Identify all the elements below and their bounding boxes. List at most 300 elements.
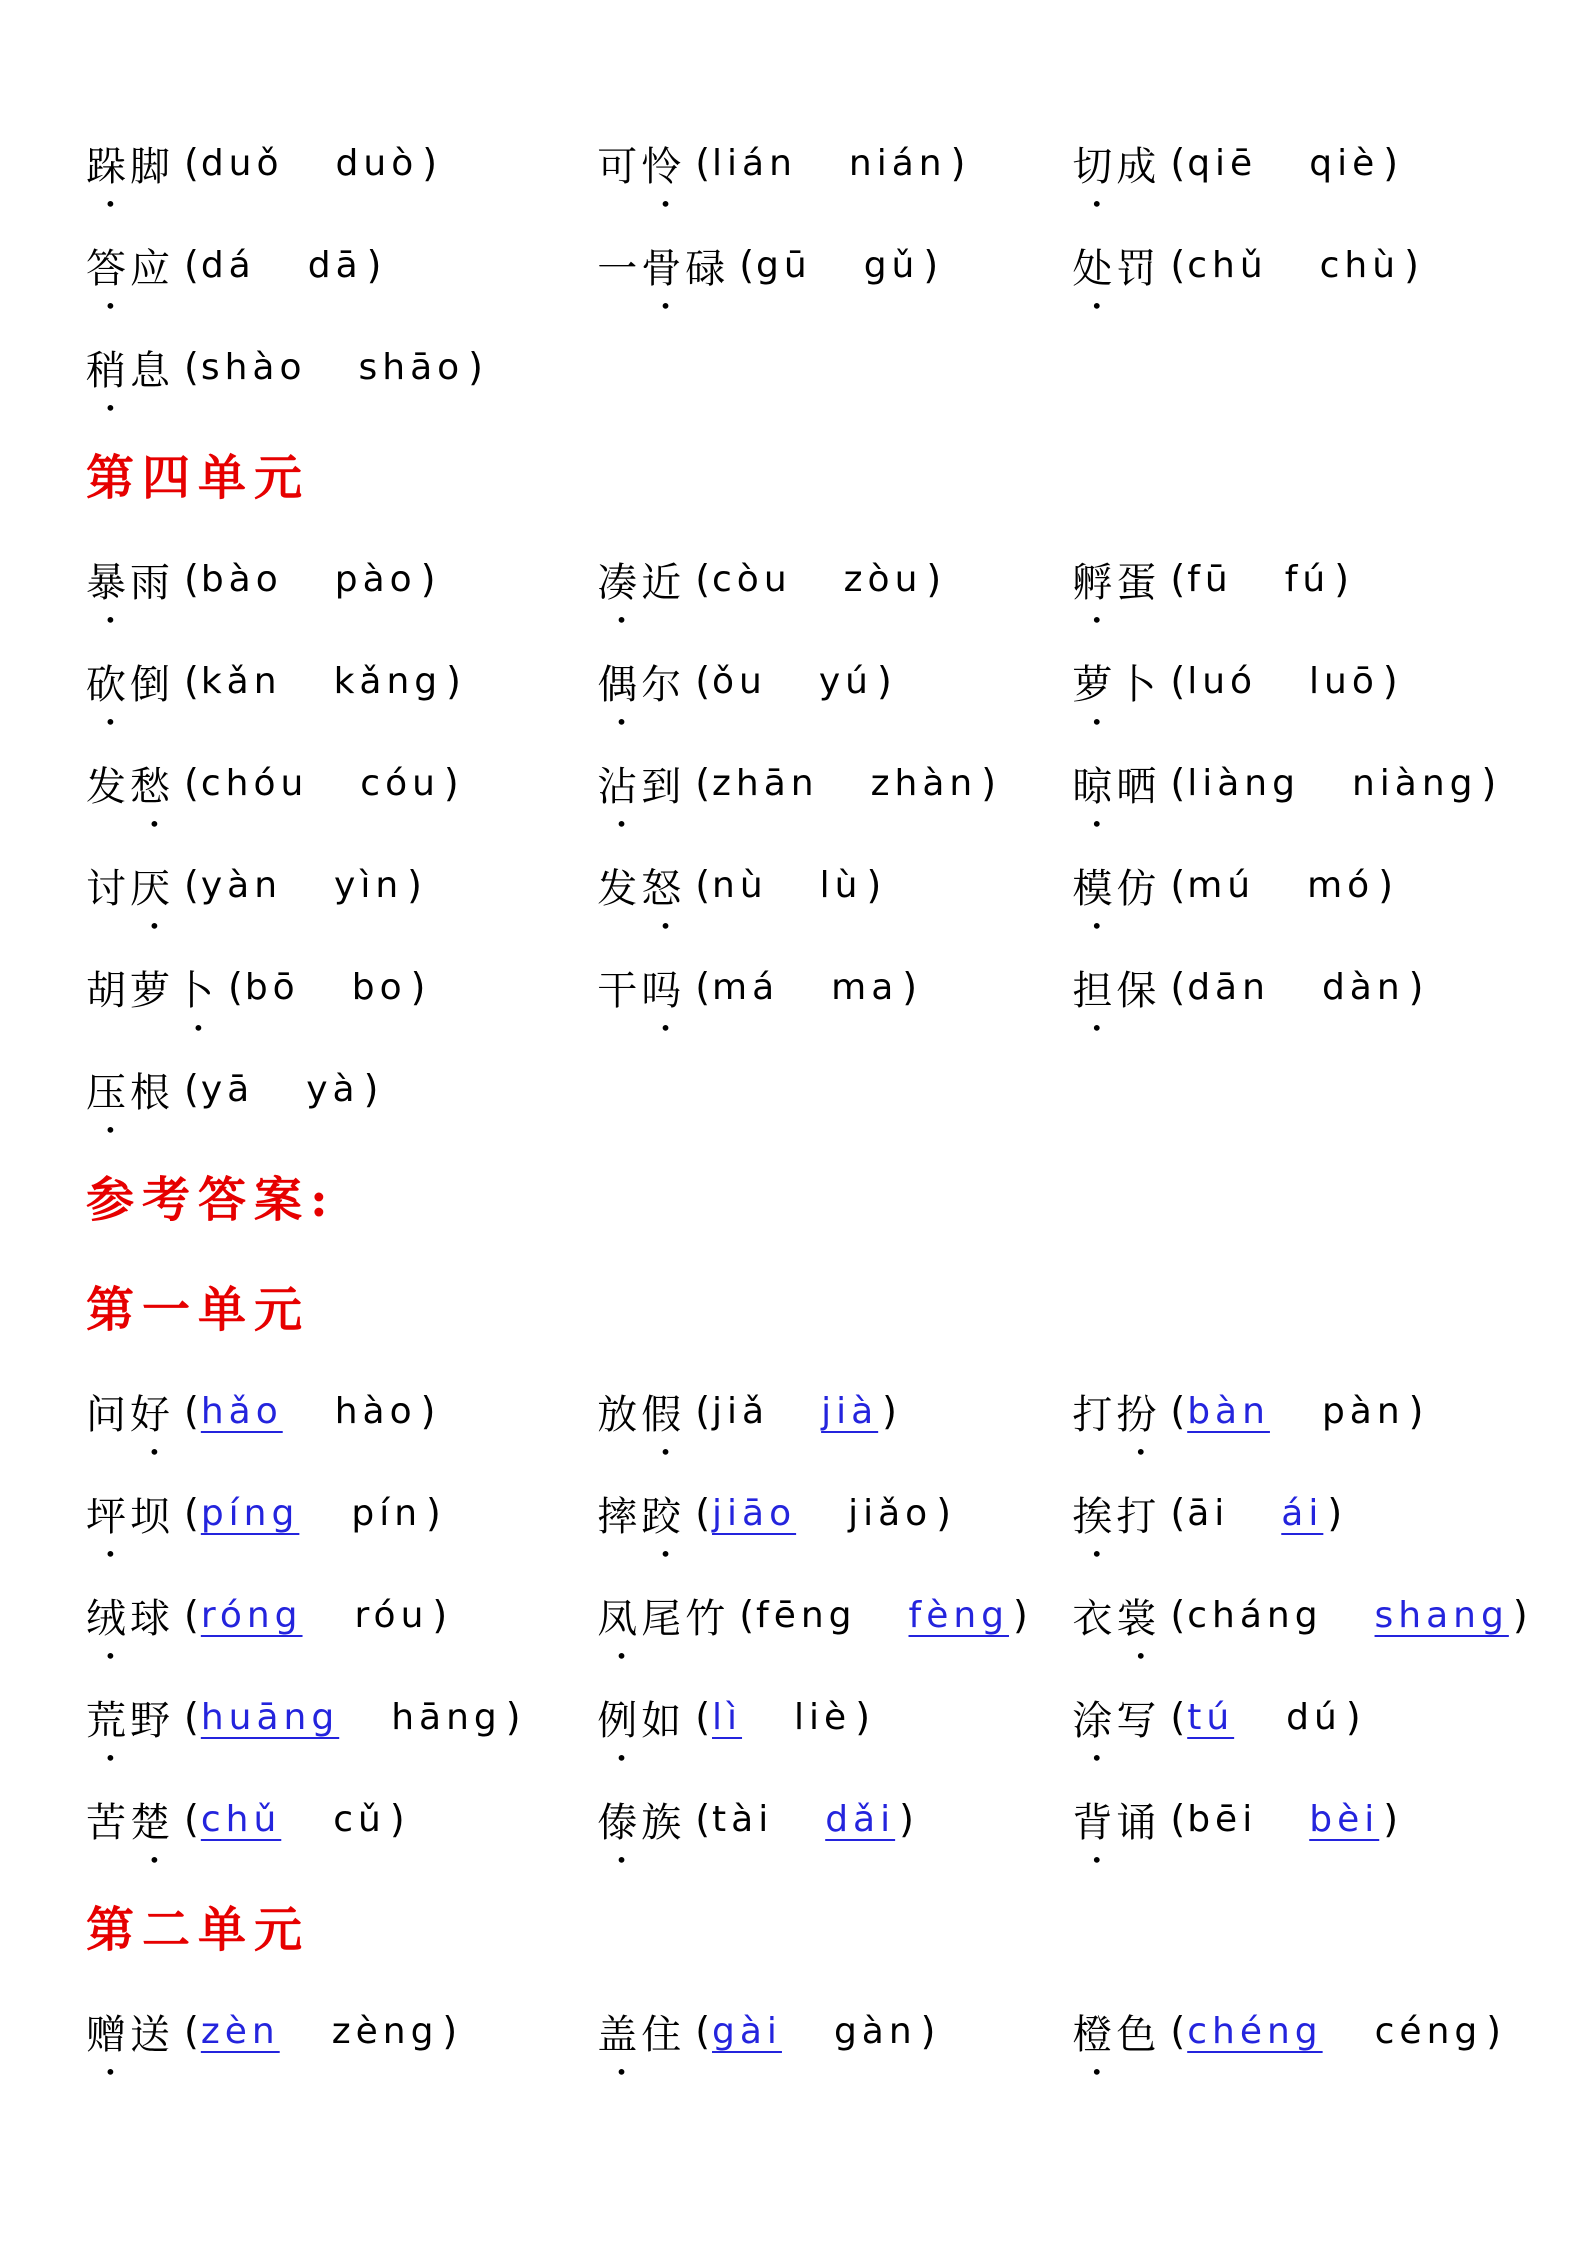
close-paren: ) xyxy=(420,557,436,601)
section-header xyxy=(86,1250,1526,1360)
emphasized-character: 答 • xyxy=(86,237,130,294)
pinyin-option-2: bèi xyxy=(1309,1798,1380,1840)
pinyin-option-2: cóu xyxy=(360,762,440,804)
chinese-word xyxy=(86,1383,174,1440)
character: 讨 xyxy=(86,865,130,912)
word-entry xyxy=(597,1587,1072,1644)
word-entry xyxy=(86,2003,597,2060)
close-paren: ) xyxy=(426,1491,441,1535)
character: 卜 xyxy=(1116,661,1161,708)
pinyin-option-1: fēng xyxy=(756,1594,857,1636)
character: 问 xyxy=(86,1391,130,1438)
emphasized-character: 涂 • xyxy=(1072,1689,1116,1746)
pinyin-option-2: pào xyxy=(334,558,417,600)
word-row xyxy=(86,1360,1526,1462)
pinyin-option-1: fū xyxy=(1187,558,1233,600)
character: 萝 xyxy=(130,967,174,1014)
pinyin-option-1: jiāo xyxy=(712,1492,797,1534)
close-paren: ) xyxy=(1013,1593,1028,1637)
close-paren: ) xyxy=(923,243,939,287)
chinese-word xyxy=(597,1791,685,1848)
pinyin-option-1: píng xyxy=(200,1492,300,1534)
character: 衣 xyxy=(1072,1595,1117,1642)
pinyin-option-2: chù xyxy=(1319,244,1401,286)
chinese-word xyxy=(597,551,685,608)
character: 打 xyxy=(1072,1391,1117,1438)
chinese-word xyxy=(1072,1383,1160,1440)
emphasized-character: 扮 • xyxy=(1116,1383,1160,1440)
emphasized-character: 孵 • xyxy=(1072,551,1116,608)
emphasized-character: 荒 • xyxy=(86,1689,130,1746)
character: 族 xyxy=(641,1799,686,1846)
close-paren: ) xyxy=(1481,761,1497,805)
pinyin-option-2: jià xyxy=(821,1390,879,1432)
word-entry xyxy=(86,339,597,396)
emphasized-character: 橙 • xyxy=(1072,2003,1116,2060)
character: 脚 xyxy=(130,143,174,190)
close-paren: ) xyxy=(1408,1389,1424,1433)
close-paren: ) xyxy=(855,1695,871,1739)
close-paren: ) xyxy=(876,659,892,703)
close-paren: ) xyxy=(1383,141,1399,185)
word-entry xyxy=(86,1587,597,1644)
close-paren: ) xyxy=(936,1491,952,1535)
pinyin-option-2: niàng xyxy=(1351,762,1478,804)
close-paren: ) xyxy=(899,1797,914,1841)
word-entry xyxy=(1072,237,1526,294)
pinyin-option-1: hǎo xyxy=(200,1390,283,1432)
pinyin-option-1: tài xyxy=(712,1798,774,1840)
word-entry xyxy=(86,1061,597,1118)
word-entry xyxy=(597,1689,1072,1746)
word-row xyxy=(86,1768,1526,1870)
character: 胡 xyxy=(86,967,130,1014)
pinyin-option-1: zèn xyxy=(200,2010,280,2052)
open-paren: ( xyxy=(1170,1593,1186,1637)
chinese-word xyxy=(86,551,174,608)
open-paren: ( xyxy=(1170,1797,1186,1841)
pinyin-option-1: chǔ xyxy=(200,1798,282,1840)
pinyin-option-1: shào xyxy=(200,346,307,388)
pinyin-option-1: luó xyxy=(1187,660,1258,702)
section-header-text: 第二单元 xyxy=(86,1901,311,1958)
character: 尾 xyxy=(641,1595,686,1642)
emphasized-character: 厌 • xyxy=(130,857,174,914)
emphasized-character: 挨 • xyxy=(1072,1485,1116,1542)
open-paren: ( xyxy=(184,2009,199,2053)
open-paren: ( xyxy=(184,659,199,703)
chinese-word xyxy=(86,653,174,710)
close-paren: ) xyxy=(407,863,422,907)
emphasized-character: 担 • xyxy=(1072,959,1116,1016)
emphasized-character: 模 • xyxy=(1072,857,1116,914)
word-entry xyxy=(597,1791,1072,1848)
chinese-word xyxy=(1072,959,1160,1016)
emphasized-character: 暴 • xyxy=(86,551,130,608)
character: 晒 xyxy=(1116,763,1161,810)
close-paren: ) xyxy=(866,863,882,907)
pinyin-option-2: dā xyxy=(307,244,363,286)
open-paren: ( xyxy=(1170,243,1186,287)
chinese-word xyxy=(597,1689,685,1746)
emphasized-character: 处 • xyxy=(1072,237,1116,294)
pinyin-option-2: dú xyxy=(1286,1696,1342,1738)
pinyin-option-2: shāo xyxy=(358,346,465,388)
open-paren: ( xyxy=(1170,557,1186,601)
character: 住 xyxy=(641,2011,686,2058)
open-paren: ( xyxy=(1170,2009,1186,2053)
close-paren: ) xyxy=(950,141,966,185)
pinyin-option-1: qiē xyxy=(1187,142,1258,184)
open-paren: ( xyxy=(184,1491,199,1535)
word-entry xyxy=(86,959,597,1016)
word-row xyxy=(86,1564,1526,1666)
open-paren: ( xyxy=(228,965,243,1009)
pinyin-option-1: ǒu xyxy=(712,660,767,702)
pinyin-option-1: bào xyxy=(200,558,283,600)
word-entry xyxy=(86,1689,597,1746)
word-entry xyxy=(86,857,597,914)
chinese-word xyxy=(1072,237,1160,294)
close-paren: ) xyxy=(920,2009,936,2053)
open-paren: ( xyxy=(184,1067,199,1111)
pinyin-option-2: zòu xyxy=(843,558,923,600)
character: 近 xyxy=(641,559,686,606)
emphasized-character: 切 • xyxy=(1072,135,1116,192)
emphasized-character: 沾 • xyxy=(597,755,641,812)
close-paren: ) xyxy=(1486,2009,1502,2053)
word-entry xyxy=(1072,959,1526,1016)
close-paren: ) xyxy=(443,761,459,805)
pinyin-option-2: dàn xyxy=(1321,966,1405,1008)
close-paren: ) xyxy=(1404,243,1419,287)
character: 打 xyxy=(1116,1493,1161,1540)
chinese-word xyxy=(1072,551,1160,608)
chinese-word xyxy=(597,653,685,710)
word-entry xyxy=(597,2003,1072,2060)
emphasized-character: 赠 • xyxy=(86,2003,130,2060)
section-header-text: 第一单元 xyxy=(86,1281,311,1338)
chinese-word xyxy=(86,1485,174,1542)
pinyin-option-1: chóu xyxy=(200,762,309,804)
emphasized-character: 卜 • xyxy=(174,959,218,1016)
pinyin-option-1: bēi xyxy=(1187,1798,1258,1840)
word-entry xyxy=(86,1485,597,1542)
pinyin-option-2: dǎi xyxy=(825,1798,896,1840)
word-row xyxy=(86,316,1526,418)
pinyin-option-2: mó xyxy=(1307,864,1375,906)
word-entry xyxy=(1072,653,1526,710)
pinyin-option-2: ma xyxy=(831,966,899,1008)
close-paren: ) xyxy=(1408,965,1424,1009)
close-paren: ) xyxy=(1327,1491,1343,1535)
word-row xyxy=(86,1666,1526,1768)
open-paren: ( xyxy=(184,761,199,805)
pinyin-option-1: má xyxy=(712,966,780,1008)
open-paren: ( xyxy=(695,2009,711,2053)
pinyin-option-2: yà xyxy=(306,1068,360,1110)
chinese-word xyxy=(86,755,174,812)
open-paren: ( xyxy=(1170,1695,1186,1739)
chinese-word xyxy=(597,1485,685,1542)
pinyin-option-2: róu xyxy=(354,1594,429,1636)
pinyin-option-1: zhān xyxy=(712,762,819,804)
pinyin-option-2: yú xyxy=(818,660,873,702)
section-header xyxy=(86,418,1526,528)
close-paren: ) xyxy=(902,965,918,1009)
pinyin-option-1: còu xyxy=(712,558,792,600)
character: 如 xyxy=(641,1697,686,1744)
emphasized-character: 好 • xyxy=(130,1383,174,1440)
chinese-word xyxy=(86,1061,174,1118)
pinyin-option-1: jiǎ xyxy=(712,1390,770,1432)
open-paren: ( xyxy=(1170,659,1186,703)
close-paren: ) xyxy=(1345,1695,1361,1739)
chinese-word xyxy=(86,857,174,914)
character: 送 xyxy=(130,2011,174,2058)
pinyin-option-2: cǔ xyxy=(333,1798,386,1840)
character: 野 xyxy=(130,1697,174,1744)
word-entry xyxy=(86,755,597,812)
pinyin-option-2: shang xyxy=(1374,1594,1509,1636)
open-paren: ( xyxy=(695,141,711,185)
word-entry xyxy=(1072,135,1526,192)
emphasized-character: 稍 • xyxy=(86,339,130,396)
open-paren: ( xyxy=(184,141,199,185)
pinyin-option-1: yā xyxy=(200,1068,255,1110)
emphasized-character: 假 • xyxy=(641,1383,685,1440)
open-paren: ( xyxy=(1170,141,1186,185)
close-paren: ) xyxy=(446,659,461,703)
chinese-word xyxy=(1072,135,1160,192)
open-paren: ( xyxy=(1170,1389,1186,1433)
character: 雨 xyxy=(130,559,174,606)
open-paren: ( xyxy=(695,761,711,805)
word-row xyxy=(86,936,1526,1038)
character: 应 xyxy=(130,245,174,292)
word-row xyxy=(86,528,1526,630)
character: 苦 xyxy=(86,1799,130,1846)
close-paren: ) xyxy=(1512,1593,1528,1637)
open-paren: ( xyxy=(695,1695,711,1739)
emphasized-character: 跺 • xyxy=(86,135,130,192)
pinyin-option-1: róng xyxy=(200,1594,303,1636)
pinyin-option-1: cháng xyxy=(1187,1594,1323,1636)
pinyin-option-2: qiè xyxy=(1309,142,1380,184)
chinese-word xyxy=(86,1587,174,1644)
pinyin-option-1: gài xyxy=(712,2010,782,2052)
character: 摔 xyxy=(597,1493,642,1540)
pinyin-option-2: jiǎo xyxy=(848,1492,933,1534)
pinyin-option-2: céng xyxy=(1374,2010,1483,2052)
pinyin-option-2: gàn xyxy=(833,2010,917,2052)
chinese-word xyxy=(597,959,685,1016)
word-entry xyxy=(597,857,1072,914)
word-row xyxy=(86,214,1526,316)
word-entry xyxy=(597,1485,1072,1542)
pinyin-option-2: liè xyxy=(794,1696,852,1738)
open-paren: ( xyxy=(184,557,199,601)
word-entry xyxy=(597,551,1072,608)
close-paren: ) xyxy=(1383,1797,1399,1841)
word-entry xyxy=(1072,1689,1526,1746)
word-entry xyxy=(86,551,597,608)
section-header xyxy=(86,1140,1526,1250)
pinyin-option-2: yìn xyxy=(334,864,404,906)
pinyin-option-2: lù xyxy=(819,864,863,906)
emphasized-character: 傣 • xyxy=(597,1791,641,1848)
pinyin-option-2: gǔ xyxy=(863,244,920,286)
character: 写 xyxy=(1116,1697,1161,1744)
character: 可 xyxy=(597,143,642,190)
emphasized-character: 压 • xyxy=(86,1061,130,1118)
pinyin-option-1: lián xyxy=(712,142,797,184)
word-entry xyxy=(86,237,597,294)
close-paren: ) xyxy=(1334,557,1350,601)
pinyin-option-2: nián xyxy=(848,142,947,184)
character: 息 xyxy=(130,347,174,394)
open-paren: ( xyxy=(695,1797,711,1841)
word-row xyxy=(86,1038,1526,1140)
character: 成 xyxy=(1116,143,1161,190)
character: 保 xyxy=(1116,967,1161,1014)
pinyin-option-1: dān xyxy=(1187,966,1270,1008)
emphasized-character: 凤 • xyxy=(597,1587,641,1644)
close-paren: ) xyxy=(363,1067,379,1111)
word-entry xyxy=(1072,1587,1526,1644)
character: 干 xyxy=(597,967,642,1014)
emphasized-character: 背 • xyxy=(1072,1791,1116,1848)
character: 球 xyxy=(130,1595,174,1642)
pinyin-option-2: pàn xyxy=(1321,1390,1405,1432)
chinese-word xyxy=(597,2003,685,2060)
pinyin-option-1: chéng xyxy=(1187,2010,1323,2052)
character: 碌 xyxy=(685,245,730,292)
pinyin-option-2: fèng xyxy=(908,1594,1010,1636)
emphasized-character: 萝 • xyxy=(1072,653,1116,710)
open-paren: ( xyxy=(184,345,199,389)
pinyin-option-1: huāng xyxy=(200,1696,340,1738)
character: 发 xyxy=(597,865,642,912)
pinyin-option-1: yàn xyxy=(200,864,283,906)
character: 放 xyxy=(597,1391,642,1438)
chinese-word xyxy=(86,1791,174,1848)
chinese-word xyxy=(86,237,174,294)
section-header-text: 第四单元 xyxy=(86,449,311,506)
close-paren: ) xyxy=(366,243,382,287)
chinese-word xyxy=(597,1587,729,1644)
character: 坝 xyxy=(130,1493,174,1540)
chinese-word xyxy=(1072,653,1160,710)
open-paren: ( xyxy=(1170,863,1186,907)
word-entry xyxy=(597,237,1072,294)
open-paren: ( xyxy=(184,1695,199,1739)
word-row xyxy=(86,1980,1526,2082)
open-paren: ( xyxy=(184,1389,199,1433)
emphasized-character: 盖 • xyxy=(597,2003,641,2060)
pinyin-option-2: kǎng xyxy=(333,660,443,702)
chinese-word xyxy=(1072,1689,1160,1746)
character: 一 xyxy=(597,245,642,292)
open-paren: ( xyxy=(184,1593,199,1637)
open-paren: ( xyxy=(184,1797,199,1841)
pinyin-option-1: dá xyxy=(200,244,256,286)
pinyin-option-1: chǔ xyxy=(1187,244,1268,286)
chinese-word xyxy=(597,755,685,812)
word-row xyxy=(86,112,1526,214)
open-paren: ( xyxy=(184,243,199,287)
pinyin-option-2: hào xyxy=(334,1390,417,1432)
pinyin-option-1: lì xyxy=(712,1696,743,1738)
pinyin-option-1: liàng xyxy=(1187,762,1300,804)
open-paren: ( xyxy=(184,863,199,907)
chinese-word xyxy=(86,1689,174,1746)
close-paren: ) xyxy=(410,965,426,1009)
chinese-word xyxy=(597,857,685,914)
pinyin-option-2: pín xyxy=(351,1492,423,1534)
pinyin-option-2: zèng xyxy=(331,2010,439,2052)
word-row xyxy=(86,630,1526,732)
pinyin-option-1: bàn xyxy=(1187,1390,1270,1432)
close-paren: ) xyxy=(981,761,997,805)
word-entry xyxy=(597,959,1072,1016)
emphasized-character: 偶 • xyxy=(597,653,641,710)
chinese-word xyxy=(1072,1485,1160,1542)
word-entry xyxy=(1072,1791,1526,1848)
open-paren: ( xyxy=(1170,761,1186,805)
emphasized-character: 砍 • xyxy=(86,653,130,710)
close-paren: ) xyxy=(422,141,438,185)
word-entry xyxy=(1072,2003,1526,2060)
character: 根 xyxy=(130,1069,174,1116)
word-entry xyxy=(86,1791,597,1848)
chinese-word xyxy=(597,1383,685,1440)
word-row xyxy=(86,834,1526,936)
word-entry xyxy=(1072,1383,1526,1440)
close-paren: ) xyxy=(882,1389,897,1433)
pinyin-option-2: fú xyxy=(1284,558,1331,600)
pinyin-option-1: gū xyxy=(756,244,812,286)
chinese-word xyxy=(1072,1791,1160,1848)
character: 仿 xyxy=(1116,865,1161,912)
close-paren: ) xyxy=(505,1695,521,1739)
open-paren: ( xyxy=(695,1491,711,1535)
emphasized-character: 愁 • xyxy=(130,755,174,812)
word-entry xyxy=(597,653,1072,710)
open-paren: ( xyxy=(739,1593,755,1637)
emphasized-character: 坪 • xyxy=(86,1485,130,1542)
word-entry xyxy=(597,1383,1072,1440)
character: 罚 xyxy=(1116,245,1161,292)
close-paren: ) xyxy=(420,1389,436,1433)
pinyin-option-1: āi xyxy=(1187,1492,1230,1534)
emphasized-character: 骨 • xyxy=(641,237,685,294)
chinese-word xyxy=(86,339,174,396)
close-paren: ) xyxy=(389,1797,405,1841)
character: 发 xyxy=(86,763,130,810)
open-paren: ( xyxy=(1170,965,1186,1009)
word-row xyxy=(86,1462,1526,1564)
character: 诵 xyxy=(1116,1799,1161,1846)
close-paren: ) xyxy=(468,345,483,389)
close-paren: ) xyxy=(1382,659,1398,703)
open-paren: ( xyxy=(695,659,711,703)
emphasized-character: 绒 • xyxy=(86,1587,130,1644)
open-paren: ( xyxy=(695,863,711,907)
chinese-word xyxy=(86,135,174,192)
pinyin-option-2: bo xyxy=(351,966,407,1008)
emphasized-character: 裳 • xyxy=(1116,1587,1160,1644)
